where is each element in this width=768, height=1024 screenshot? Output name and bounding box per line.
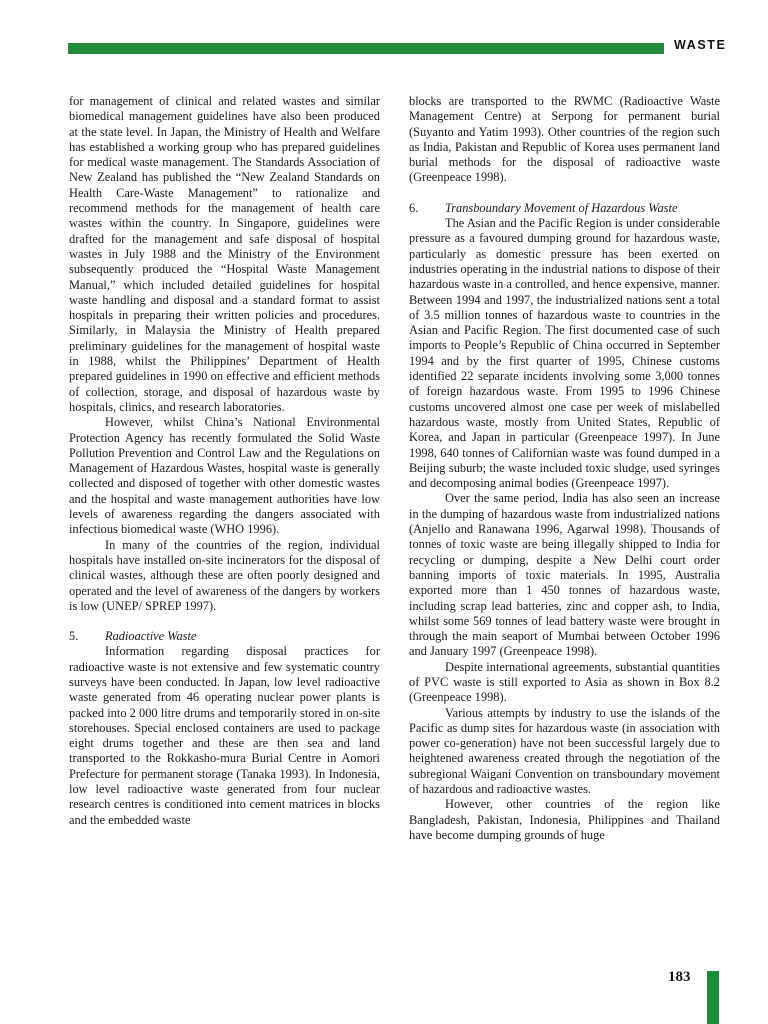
section-title: Radioactive Waste (105, 629, 197, 644)
paragraph: Various attempts by industry to use the islands of the Pacific as dump sites for hazardous waste (in association with power co-generation) have not been successful largely due to heightened awareness created through the negotiation of the subregional Waigani Convention on transboundary movement of hazardous and radioactive wastes. (409, 705, 720, 797)
section-heading-6 (409, 201, 720, 216)
page-number: 183 (668, 969, 691, 985)
paragraph: Over the same period, India has also seen an increase in the dumping of hazardous waste from industrialized nations (Anjello and Ranawana 1996, Agarwal 1998). Thousands of tonnes of toxic waste are being illegally shipped to India for recycling or dumping, despite a New Delhi court order banning imports of toxic materials. In 1995, Australia exported more than 1 450 tonnes of hazardous waste, including scrap lead batteries, zinc and copper ash, to India, whilst some 569 tonnes of lead battery waste were brought in through the main seaport of Mumbai between October 1996 and January 1997 (Greenpeace 1998). (409, 491, 720, 659)
paragraph: blocks are transported to the RWMC (Radioactive Waste Management Centre) at Serpong for permanent burial (Suyanto and Yatim 1993). Other countries of the region such as India, Pakistan and Republic of Korea uses permanent land burial methods for the disposal of radioactive waste (Greenpeace 1998). (409, 94, 720, 185)
section-number: 6. (409, 200, 419, 215)
left-column (69, 94, 380, 828)
page-edge-bar (707, 971, 719, 1024)
paragraph: Information regarding disposal practices for radioactive waste is not extensive and few systematic country surveys have been conducted. In Japan, low level radioactive waste generated from 46 operating nuclear power plants is packed into 2 000 litre drums and temporarily stored in on-site storehouses. Special enclosed containers are used to package eight drums together and these are then sea and land transported to the Rokkasho-mura Burial Centre in Aomori Prefecture for permanent storage (Tanaka 1993). In Indonesia, low level radioactive waste generated from four nuclear research centres is conditioned into cement matrices in blocks and the embedded waste (69, 644, 380, 827)
header-rule (68, 43, 664, 54)
paragraph: In many of the countries of the region, individual hospitals have installed on-site incinerators for the disposal of clinical wastes, although these are often poorly designed and operated and the level of awareness of the dangers by workers is low (UNEP/ SPREP 1997). (69, 537, 380, 613)
paragraph: for management of clinical and related wastes and similar biomedical management guidelines have also been produced at the state level. In Japan, the Ministry of Health and Welfare has established a working group who has prepared guidelines for medical waste management. The Standards Association of New Zealand has published the “New Zealand Standards on Health Care-Waste Management” to rationalize and recommend methods for the management of health care wastes within the country. In Singapore, guidelines were drafted for the management and safe disposal of hospital wastes in July 1988 and the Ministry of the Environment subsequently produced the “Hospital Waste Management Manual,” which included detailed guidelines for hospital waste handling and disposal and a standard format to assist hospitals in preparing their written policies and procedures. Similarly, in Malaysia the Ministry of Health prepared preliminary guidelines for the management of hospital waste in 1988, whilst the Philippines’ Department of Health prepared guidelines in 1990 on effective and efficient methods of collection, storage, and disposal of hazardous waste by hospitals, clinics, and research laboratories. (69, 94, 380, 414)
section-title: Transboundary Movement of Hazardous Waste (445, 200, 678, 215)
running-header: WASTE (674, 38, 727, 52)
right-column (409, 94, 720, 843)
paragraph: However, whilst China’s National Environmental Protection Agency has recently formulated the Solid Waste Pollution Prevention and Control Law and the Regulations on Management of Hazardous Wastes, hospital waste is generally collected and disposed of together with other domestic wastes and the hospital and waste management authorities have low levels of awareness regarding the dangers associated with infectious biomedical waste (WHO 1996). (69, 415, 380, 537)
section-heading-5 (69, 629, 380, 644)
paragraph: The Asian and the Pacific Region is under considerable pressure as a favoured dumping ground for hazardous waste, particularly as domestic pressure has been exerted on industries operating in the industrial nations to dispose of their hazardous waste in a controlled, and hence expensive, manner. Between 1994 and 1997, the industrialized nations sent a total of 3.5 million tonnes of hazardous waste to countries in the Asian and Pacific Region. The first documented case of such imports to People’s Republic of China occurred in September 1994 and by the first quarter of 1995, Chinese customs identified 22 separate incidents involving some 3,000 tonnes of foreign hazardous waste. From 1995 to 1996 Chinese customs uncovered almost one case per week of mislabelled hazardous waste, mostly from United States, Republic of Korea, and Japan in particular (Greenpeace 1997). In June 1998, 640 tonnes of Californian waste was found dumped in a Beijing suburb; the waste included toxic sludge, used syringes and decomposing animal bodies (Greenpeace 1997). (409, 216, 720, 491)
section-number: 5. (69, 629, 79, 644)
paragraph: However, other countries of the region like Bangladesh, Pakistan, Indonesia, Philippines and Thailand have become dumping grounds of huge (409, 797, 720, 842)
paragraph: Despite international agreements, substantial quantities of PVC waste is still exported to Asia as shown in Box 8.2 (Greenpeace 1998). (409, 659, 720, 705)
